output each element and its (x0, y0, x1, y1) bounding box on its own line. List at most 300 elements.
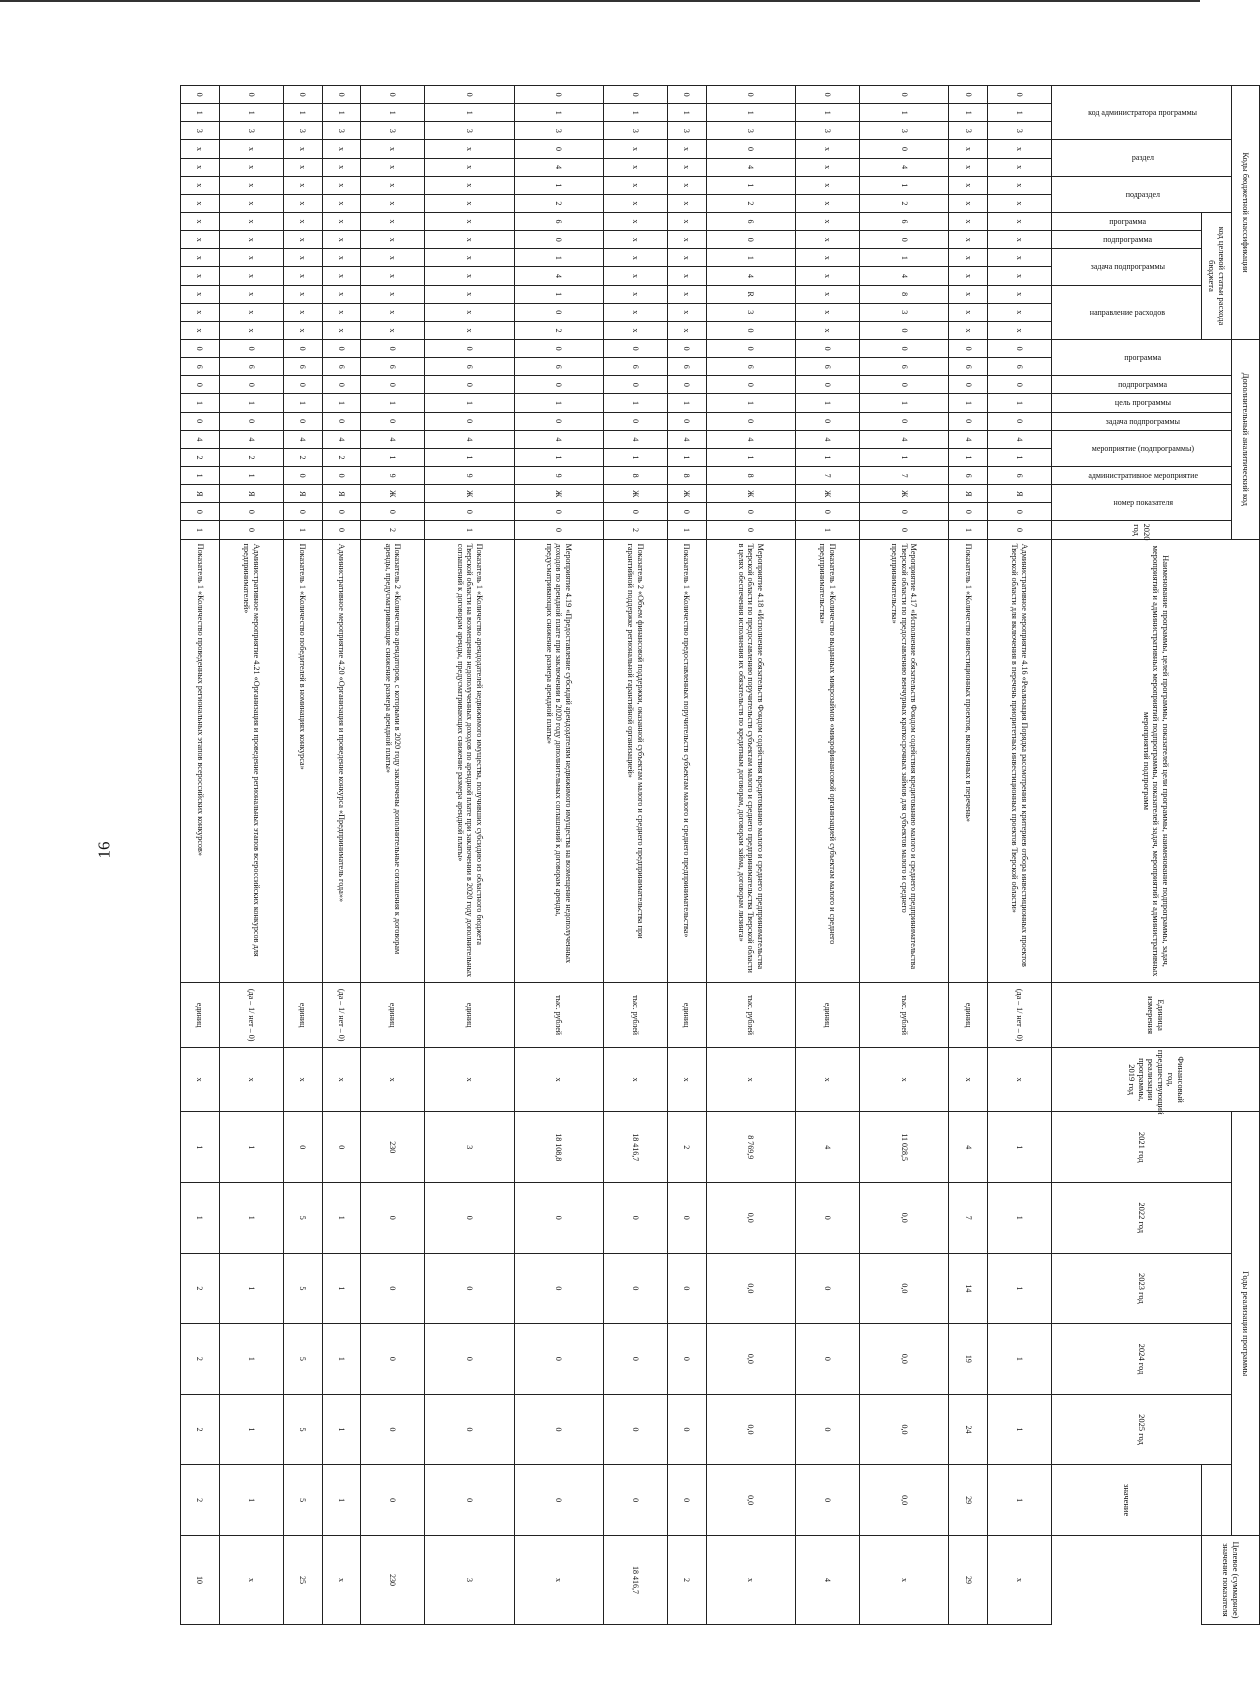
code-cell: х (283, 231, 322, 249)
code-cell: х (667, 249, 706, 267)
row-year-value: 0 (667, 1324, 706, 1395)
code-cell: х (322, 285, 361, 303)
row-year-value: 0 (603, 1465, 667, 1536)
code-cell: х (603, 176, 667, 194)
code-cell: 6 (667, 358, 706, 376)
code-cell: 0 (706, 340, 795, 358)
row-year-value: 0 (425, 1182, 514, 1253)
row-year-value: 14 (949, 1253, 988, 1324)
code-cell: 1 (219, 467, 283, 485)
header-label: программа (1109, 216, 1147, 226)
row-year-value: 0 (667, 1394, 706, 1465)
section-header (1052, 140, 1232, 176)
code-cell: 6 (859, 212, 948, 230)
code-cell: х (361, 249, 425, 267)
row-name: Мероприятие 4.19 «Предоставление субсидий арендодателям недвижимого имущества на возмещение недополученных доходов по арендной плате при заключении в 2020 году дополнительных соглашений к договорам аренды, предусматривающих снижение размера арендной платы» (514, 539, 603, 983)
code-cell: 0 (603, 340, 667, 358)
row-target-value: 230 (361, 1535, 425, 1624)
code-cell: 0 (706, 412, 795, 430)
code-cell: 0 (361, 340, 425, 358)
row-target-value: 3 (425, 1535, 514, 1624)
code-cell: 0 (283, 86, 322, 104)
code-cell: 0 (322, 412, 361, 430)
code-cell: х (361, 194, 425, 212)
table-row (361, 86, 425, 1625)
code-cell: х (181, 140, 220, 158)
code-cell: х (425, 285, 514, 303)
code-cell: 0 (514, 340, 603, 358)
table-row (795, 86, 859, 1625)
code-cell: х (219, 140, 283, 158)
code-cell: 0 (987, 503, 1051, 521)
row-year-value: 8 769,9 (706, 1112, 795, 1183)
code-cell: х (425, 212, 514, 230)
row-unit: (да – 1/ нет – 0) (219, 983, 283, 1048)
code-cell: 7 (859, 467, 948, 485)
code-cell: 1 (667, 448, 706, 466)
code-cell: 1 (949, 448, 988, 466)
header-label: мероприятие (подпрограммы) (1091, 443, 1195, 453)
row-base-year: х (425, 1047, 514, 1112)
code-cell: 0 (795, 340, 859, 358)
code-cell: х (361, 231, 425, 249)
ac-number-header (1052, 485, 1232, 521)
code-cell: х (181, 194, 220, 212)
code-cell: Я (219, 485, 283, 503)
code-cell: 9 (361, 467, 425, 485)
code-cell: 4 (706, 430, 795, 448)
code-cell: 2 (322, 448, 361, 466)
code-cell: 1 (949, 521, 988, 539)
code-cell: х (949, 285, 988, 303)
row-unit: тыс. рублей (859, 983, 948, 1048)
code-cell: 1 (603, 104, 667, 122)
row-base-year: х (603, 1047, 667, 1112)
code-cell: 7 (795, 467, 859, 485)
code-cell: 0 (706, 321, 795, 339)
code-cell: 6 (514, 212, 603, 230)
code-cell: 0 (361, 86, 425, 104)
code-cell: х (987, 194, 1051, 212)
code-cell: 1 (706, 104, 795, 122)
code-cell: 1 (514, 249, 603, 267)
code-cell: 6 (949, 467, 988, 485)
header-label: задача подпрограммы (1090, 262, 1166, 272)
code-cell: х (181, 158, 220, 176)
code-cell: х (795, 158, 859, 176)
code-cell: х (795, 231, 859, 249)
table-row (425, 86, 514, 1625)
row-name: Административное мероприятие 4.16 «Реализация Порядка рассмотрения и критериев отбора инвестиционных проектов Тверской области для включения в перечень приоритетных инвестиционных проектов Тверской области» (987, 539, 1051, 983)
code-cell: 0 (859, 521, 948, 539)
code-cell: 4 (514, 430, 603, 448)
row-unit: единиц (425, 983, 514, 1048)
target-header: Целевое (суммарное) значение показателя (1202, 1535, 1260, 1624)
code-cell: 0 (181, 340, 220, 358)
code-cell: х (795, 303, 859, 321)
row-year-value: 1 (987, 1112, 1051, 1183)
code-cell: х (987, 285, 1051, 303)
budget-codes-header: Коды бюджетной классификации (1232, 86, 1260, 340)
code-cell: х (425, 194, 514, 212)
code-cell: 0 (361, 376, 425, 394)
code-cell: 1 (859, 176, 948, 194)
code-cell: х (322, 303, 361, 321)
code-cell: 3 (425, 122, 514, 140)
code-cell: х (667, 158, 706, 176)
code-cell: х (667, 140, 706, 158)
code-cell: 0 (219, 503, 283, 521)
code-cell: 6 (283, 358, 322, 376)
code-cell: 0 (603, 376, 667, 394)
header-label: подраздел (1125, 189, 1161, 199)
code-cell: 3 (514, 122, 603, 140)
row-year-value: 0 (667, 1465, 706, 1536)
table-row (987, 86, 1051, 1625)
code-cell: 2 (603, 521, 667, 539)
code-cell: 3 (603, 122, 667, 140)
code-cell: 0 (219, 412, 283, 430)
code-cell: 0 (706, 231, 795, 249)
row-year-value: 5 (283, 1253, 322, 1324)
code-cell: 0 (514, 376, 603, 394)
row-name: Показатель 1 «Количество победителей в номинациях конкурса» (283, 539, 322, 983)
code-cell: 2 (514, 194, 603, 212)
ac-subprogram-header (1052, 376, 1232, 394)
code-cell: х (322, 176, 361, 194)
row-year-value: 0 (283, 1112, 322, 1183)
code-cell: 0 (322, 86, 361, 104)
row-year-value: 0,0 (859, 1394, 948, 1465)
code-cell: 1 (706, 249, 795, 267)
code-cell: х (361, 285, 425, 303)
scan-border-line (0, 0, 1200, 2)
code-cell: 6 (603, 358, 667, 376)
row-year-value: 2 (667, 1112, 706, 1183)
code-cell: 1 (795, 394, 859, 412)
code-cell: 2 (361, 521, 425, 539)
code-cell: х (425, 249, 514, 267)
code-cell: 0 (949, 412, 988, 430)
code-cell: х (603, 212, 667, 230)
code-cell: х (283, 176, 322, 194)
code-cell: 0 (322, 340, 361, 358)
code-cell: Я (181, 485, 220, 503)
code-cell: 4 (219, 430, 283, 448)
table-row (706, 86, 795, 1625)
code-cell: х (949, 140, 988, 158)
code-cell: 0 (706, 376, 795, 394)
code-cell: х (425, 158, 514, 176)
code-cell: х (795, 176, 859, 194)
code-cell: х (795, 194, 859, 212)
code-cell: х (283, 140, 322, 158)
code-cell: 0 (795, 412, 859, 430)
row-year-value: 3 (425, 1112, 514, 1183)
code-cell: х (795, 321, 859, 339)
code-cell: 0 (859, 412, 948, 430)
code-cell: 0 (425, 412, 514, 430)
code-cell: х (667, 176, 706, 194)
code-cell: х (322, 267, 361, 285)
row-year-value: 0,0 (859, 1465, 948, 1536)
code-cell: х (603, 194, 667, 212)
year-header: 2021 год (1052, 1112, 1232, 1183)
row-year-value: 1 (219, 1253, 283, 1324)
code-cell: х (322, 158, 361, 176)
code-cell: 0 (603, 412, 667, 430)
code-cell: 0 (706, 503, 795, 521)
code-cell: 1 (425, 394, 514, 412)
code-cell: 1 (795, 448, 859, 466)
code-cell: 6 (514, 358, 603, 376)
code-cell: 0 (949, 376, 988, 394)
row-year-value: 0,0 (706, 1465, 795, 1536)
row-year-value: 1 (181, 1112, 220, 1183)
code-cell: 1 (949, 394, 988, 412)
row-year-value: 0 (425, 1394, 514, 1465)
code-cell: х (219, 267, 283, 285)
code-cell: х (181, 321, 220, 339)
code-cell: 0 (706, 521, 795, 539)
code-cell: 0 (795, 376, 859, 394)
target-code-header: код целевой статьи расхода бюджета (1202, 212, 1232, 339)
code-cell: х (603, 158, 667, 176)
code-cell: х (322, 231, 361, 249)
code-cell: 1 (425, 521, 514, 539)
code-cell: 0 (667, 340, 706, 358)
row-year-value: 0,0 (859, 1182, 948, 1253)
code-cell: 0 (425, 376, 514, 394)
code-cell: х (219, 212, 283, 230)
code-cell: 0 (219, 376, 283, 394)
code-cell: 0 (425, 340, 514, 358)
code-cell: х (987, 158, 1051, 176)
row-base-year: х (361, 1047, 425, 1112)
code-cell: 9 (514, 467, 603, 485)
code-cell: х (603, 321, 667, 339)
code-cell: 4 (706, 267, 795, 285)
code-cell: х (795, 267, 859, 285)
row-year-value: 11 028,5 (859, 1112, 948, 1183)
code-cell: х (949, 194, 988, 212)
code-cell: 1 (181, 394, 220, 412)
code-cell: х (322, 249, 361, 267)
code-cell: 3 (987, 122, 1051, 140)
row-year-value: 5 (283, 1394, 322, 1465)
row-year-value: 24 (949, 1394, 988, 1465)
code-cell: 6 (706, 358, 795, 376)
code-cell: 6 (706, 212, 795, 230)
row-year-value: 0 (795, 1324, 859, 1395)
row-base-year: х (949, 1047, 988, 1112)
row-year-value: 18 416,7 (603, 1112, 667, 1183)
code-cell: 0 (361, 503, 425, 521)
row-unit: единиц (795, 983, 859, 1048)
row-year-value: 4 (795, 1112, 859, 1183)
code-cell: х (361, 212, 425, 230)
row-year-value: 0 (322, 1112, 361, 1183)
code-cell: 1 (514, 394, 603, 412)
row-year-value: 0 (514, 1324, 603, 1395)
row-year-value: 2 (181, 1465, 220, 1536)
code-cell: 0 (859, 321, 948, 339)
code-cell: 0 (859, 376, 948, 394)
code-cell: 0 (181, 86, 220, 104)
code-cell: х (181, 285, 220, 303)
code-cell: х (603, 140, 667, 158)
code-cell: 1 (361, 104, 425, 122)
code-cell: х (987, 321, 1051, 339)
row-year-value: 1 (987, 1253, 1051, 1324)
code-cell: 0 (181, 503, 220, 521)
code-cell: 4 (514, 158, 603, 176)
header-label: код администратора программы (1088, 108, 1198, 118)
code-cell: 6 (425, 358, 514, 376)
code-cell: 8 (603, 467, 667, 485)
code-cell: 9 (425, 467, 514, 485)
code-cell: х (987, 212, 1051, 230)
row-year-value: 0 (361, 1182, 425, 1253)
code-cell: 4 (949, 430, 988, 448)
code-cell: 4 (425, 430, 514, 448)
code-cell: 4 (322, 430, 361, 448)
admin-code-header (1052, 86, 1232, 140)
code-cell: 0 (949, 340, 988, 358)
code-cell: 0 (987, 521, 1051, 539)
code-cell: х (219, 321, 283, 339)
code-cell: х (987, 140, 1051, 158)
code-cell: 1 (181, 521, 220, 539)
row-target-value: 4 (795, 1535, 859, 1624)
code-cell: 4 (795, 430, 859, 448)
row-year-value: 5 (283, 1182, 322, 1253)
code-cell: х (425, 231, 514, 249)
row-target-value: х (859, 1535, 948, 1624)
code-cell: 0 (514, 503, 603, 521)
code-cell: 6 (859, 358, 948, 376)
row-target-value: 29 (949, 1535, 988, 1624)
row-year-value: 1 (219, 1182, 283, 1253)
code-cell: 0 (987, 412, 1051, 430)
row-base-year: х (706, 1047, 795, 1112)
code-cell: х (987, 176, 1051, 194)
code-cell: 0 (987, 86, 1051, 104)
ac-program-header (1052, 340, 1232, 376)
code-cell: 6 (181, 358, 220, 376)
row-year-value: 5 (283, 1465, 322, 1536)
row-year-value: 1 (322, 1324, 361, 1395)
code-cell: 6 (795, 358, 859, 376)
header-label: задача подпрограммы (1105, 416, 1181, 426)
row-year-value: 0 (603, 1253, 667, 1324)
code-cell: 1 (706, 394, 795, 412)
code-cell: 1 (283, 394, 322, 412)
row-year-value: 0,0 (706, 1253, 795, 1324)
code-cell: 1 (283, 521, 322, 539)
code-cell: 0 (859, 340, 948, 358)
code-cell: 1 (514, 104, 603, 122)
code-cell: х (949, 231, 988, 249)
code-cell: х (361, 267, 425, 285)
name-column-header: Наименование программы, целей программы, показателей цели программы, наименование подпрограммы, задач, мероприятий и административных мероприятий подпрограммы, показателей задач, мероприятий и административных мероприятий подпрограмм (1052, 539, 1260, 983)
code-cell: 6 (361, 358, 425, 376)
code-cell: х (283, 285, 322, 303)
code-cell: 0 (283, 376, 322, 394)
code-cell: 0 (514, 521, 603, 539)
code-cell: х (361, 303, 425, 321)
row-target-value: х (987, 1535, 1051, 1624)
code-cell: Я (949, 485, 988, 503)
code-cell: х (949, 158, 988, 176)
code-cell: 0 (514, 412, 603, 430)
table-row (859, 86, 948, 1625)
code-cell: 0 (425, 503, 514, 521)
code-cell: 0 (795, 86, 859, 104)
row-year-value: 0 (425, 1253, 514, 1324)
row-target-value: х (514, 1535, 603, 1624)
code-cell: х (181, 231, 220, 249)
row-year-value: 0 (795, 1253, 859, 1324)
code-cell: х (603, 267, 667, 285)
additional-code-header: Дополнительный аналитический код (1232, 340, 1260, 540)
code-cell: х (283, 158, 322, 176)
code-cell: 3 (181, 122, 220, 140)
code-cell: 1 (706, 176, 795, 194)
code-cell: х (219, 285, 283, 303)
code-cell: 1 (181, 104, 220, 122)
code-cell: Ж (859, 485, 948, 503)
subsection-header (1052, 176, 1232, 212)
code-cell: 3 (859, 303, 948, 321)
code-cell: 4 (859, 158, 948, 176)
code-cell: Ж (706, 485, 795, 503)
code-cell: х (283, 212, 322, 230)
code-cell: 0 (859, 140, 948, 158)
row-year-value: 1 (322, 1182, 361, 1253)
ac-goal-header (1052, 394, 1232, 412)
row-unit: единиц (361, 983, 425, 1048)
code-cell: 1 (361, 448, 425, 466)
code-cell: 4 (859, 267, 948, 285)
row-target-value: 10 (181, 1535, 220, 1624)
table-row (283, 86, 322, 1625)
code-cell: 0 (283, 467, 322, 485)
code-cell: 1 (361, 394, 425, 412)
row-unit: тыс. рублей (706, 983, 795, 1048)
code-cell: 1 (859, 448, 948, 466)
ac-measure-header (1052, 430, 1232, 466)
row-year-value: 7 (949, 1182, 988, 1253)
year-header: 2025 год (1052, 1394, 1232, 1465)
row-year-value: 4 (949, 1112, 988, 1183)
code-cell: 1 (514, 285, 603, 303)
row-year-value: 0 (603, 1324, 667, 1395)
row-year-value: 1 (181, 1182, 220, 1253)
code-cell: х (322, 321, 361, 339)
code-cell: 0 (667, 503, 706, 521)
years-header: Годы реализации программы (1232, 1112, 1260, 1536)
code-cell: 8 (706, 467, 795, 485)
row-name: Показатель 2 «Объем финансовой поддержки, оказанной субъектам малого и среднего предпринимательства при гарантийной поддержке региональной гарантийной организацией» (603, 539, 667, 983)
code-cell: х (667, 194, 706, 212)
row-year-value: 0 (361, 1253, 425, 1324)
code-cell: х (987, 231, 1051, 249)
header-label: направление расходов (1090, 307, 1166, 317)
row-base-year: х (219, 1047, 283, 1112)
code-cell: х (603, 231, 667, 249)
row-year-value: 19 (949, 1324, 988, 1395)
